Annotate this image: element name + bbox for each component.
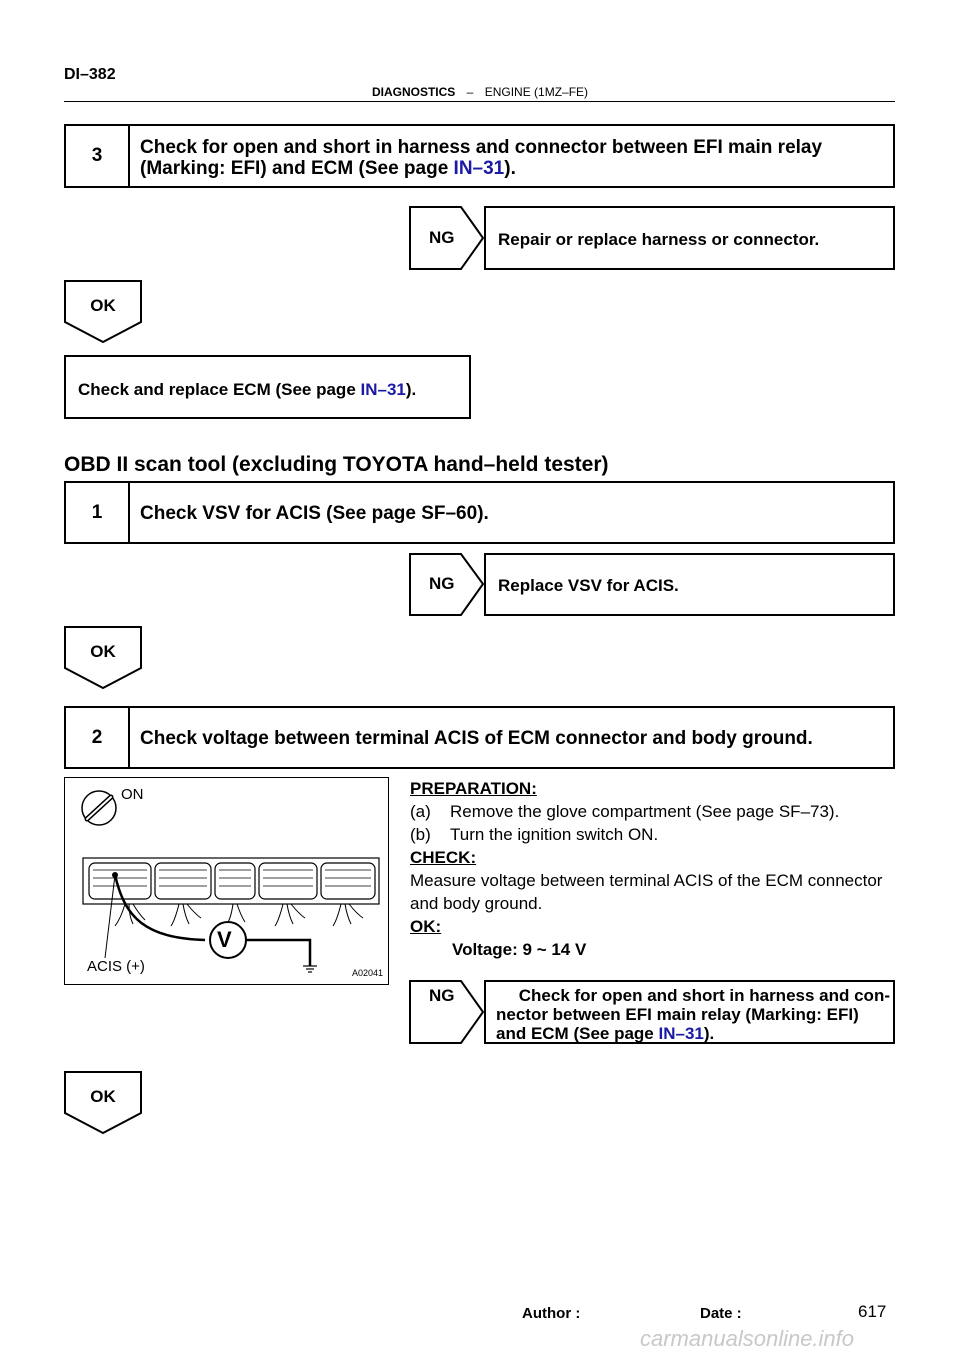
step3-box — [64, 124, 895, 188]
header-section — [0, 85, 960, 99]
step1-number: 1 — [66, 483, 130, 542]
step1-box — [64, 481, 895, 544]
check-line2: and body ground. — [410, 894, 543, 913]
step2-number: 2 — [66, 708, 130, 767]
ignition-switch-icon — [82, 791, 116, 825]
ok3-label: OK — [90, 1087, 116, 1106]
ng3-link[interactable]: IN–31 — [658, 1024, 704, 1043]
step1-text: Check VSV for ACIS (See page SF–60). — [140, 503, 489, 524]
step2-text: Check voltage between terminal ACIS of ECM connector and body ground. — [140, 728, 813, 749]
subsection-name: ENGINE (1MZ–FE) — [484, 85, 589, 99]
ecm-figure — [64, 777, 389, 985]
ng3-box — [484, 980, 895, 1044]
ecm-box — [64, 355, 471, 419]
ng2-text: Replace VSV for ACIS. — [498, 576, 679, 595]
ground-symbol-icon — [303, 966, 317, 972]
ng2-label: NG — [429, 574, 455, 593]
prep-b: (b) Turn the ignition switch ON. — [410, 825, 659, 844]
wire-harness — [115, 904, 363, 926]
ng3-label: NG — [429, 986, 455, 1005]
ok1-label: OK — [90, 296, 116, 315]
step3-line1: Check for open and short in harness and connector between EFI main relay — [140, 137, 823, 158]
figure-id: A02041 — [352, 968, 384, 978]
ecm-link[interactable]: IN–31 — [360, 380, 406, 399]
section-name: DIAGNOSTICS — [371, 85, 456, 99]
ng1-text: Repair or replace harness or connector. — [498, 230, 820, 249]
ng1-label: NG — [429, 228, 455, 247]
acis-label: ACIS (+) — [87, 958, 145, 975]
ecm-connector-body — [83, 858, 379, 904]
ok-spec-value: Voltage: 9 ~ 14 V — [452, 940, 587, 959]
ok-spec-label: OK: — [410, 917, 442, 936]
ground-lead — [246, 940, 310, 966]
step3-link[interactable]: IN–31 — [453, 158, 505, 179]
page-number: 617 — [858, 1302, 887, 1321]
step3-text — [140, 137, 822, 179]
on-label: ON — [121, 786, 144, 803]
step3-number: 3 — [66, 126, 130, 186]
page-code: DI–382 — [64, 66, 116, 83]
preparation-label: PREPARATION: — [410, 779, 537, 798]
header-rule — [64, 101, 895, 102]
check-label: CHECK: — [410, 848, 477, 867]
ecm-text: Check and replace ECM (See page IN–31). — [78, 380, 417, 399]
ng3-text: Check for open and short in harness and con- nector between EFI main relay (Marking: EFI) and ECM (See page IN–31). — [496, 986, 890, 1043]
ng2-box — [484, 553, 895, 616]
ng1-box — [484, 206, 895, 270]
date-label: Date : — [700, 1305, 742, 1322]
step3-line2: (Marking: EFI) and ECM (See page IN–31). — [140, 158, 516, 179]
obd-heading: OBD II scan tool (excluding TOYOTA hand–held tester) — [64, 453, 609, 476]
watermark: carmanualsonline.info — [640, 1326, 855, 1351]
voltmeter-label: V — [217, 927, 232, 952]
author-label: Author : — [522, 1305, 581, 1322]
prep-a: (a) Remove the glove compartment (See page SF–73). — [410, 802, 840, 821]
step2-box — [64, 706, 895, 769]
ok2-label: OK — [90, 642, 116, 661]
check-line1: Measure voltage between terminal ACIS of the ECM connector — [410, 871, 883, 890]
section-dash: – — [466, 85, 474, 99]
